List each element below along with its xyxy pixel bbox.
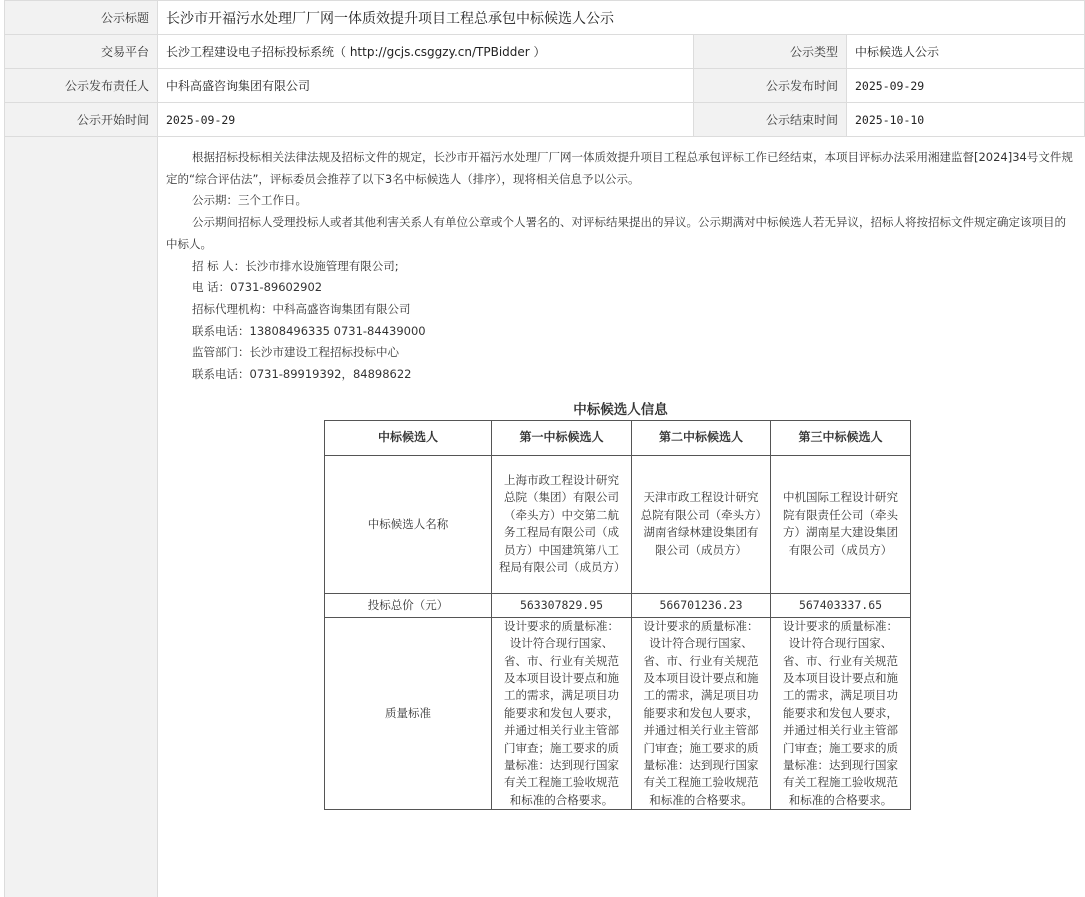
period-row <box>5 103 1085 137</box>
second-candidate-name: 天津市政工程设计研究总院有限公司（牵头方）湖南省绿林建设集团有限公司（成员方） <box>632 455 771 593</box>
row-label-quality: 质量标准 <box>325 617 492 809</box>
type-value: 中标候选人公示 <box>847 35 1085 69</box>
end-value: 2025-10-10 <box>847 103 1085 137</box>
start-value: 2025-09-29 <box>158 103 694 137</box>
announcement-content <box>158 137 1085 897</box>
candidate-header-row <box>325 420 911 455</box>
third-quality: 设计要求的质量标准：设计符合现行国家、省、市、行业有关规范及本项目设计要点和施工的需求，满足项目功能要求和发包人要求，并通过相关行业主管部门审查；施工要求的质量标准：达到现行国家有关工程施工验收规范和标准的合格要求。 <box>771 617 911 809</box>
publisher-row <box>5 69 1085 103</box>
agent-phone-line: 联系电话：13808496335 0731-84439000 <box>192 323 426 338</box>
owner-phone-line: 电 话：0731-89602902 <box>192 280 323 295</box>
announcement-meta-table <box>4 0 1085 137</box>
intro-paragraph: 根据招标投标相关法律法规及招标文件的规定，长沙市开福污水处理厂厂网一体质效提升项目工程总承包评标工作已经结束，本项目评标办法采用湘建监督[2024]34号文件规定的“综合评估法”，评标委员会推荐了以下3名中标候选人（排序），现将相关信息予以公示。 <box>166 150 1073 186</box>
announcement-title: 长沙市开福污水处理厂厂网一体质效提升项目工程总承包中标候选人公示 <box>158 1 1085 35</box>
start-label: 公示开始时间 <box>5 103 158 137</box>
third-candidate-name: 中机国际工程设计研究院有限责任公司（牵头方）湖南星大建设集团有限公司（成员方） <box>771 455 911 593</box>
platform-row <box>5 35 1085 69</box>
supervisor-line: 监管部门：长沙市建设工程招标投标中心 <box>192 345 399 360</box>
second-bid-price: 566701236.23 <box>632 593 771 617</box>
publish-time-value: 2025-09-29 <box>847 69 1085 103</box>
platform-value[interactable]: 长沙工程建设电子招标投标系统（ http://gcjs.csggzy.cn/TPBidder ） <box>158 35 694 69</box>
end-label: 公示结束时间 <box>694 103 847 137</box>
publisher-label: 公示发布责任人 <box>5 69 158 103</box>
objection-paragraph: 公示期间招标人受理投标人或者其他利害关系人有单位公章或个人署名的、对评标结果提出的异议。公示期满对中标候选人若无异议，招标人将按招标文件规定确定该项目的中标人。 <box>166 215 1066 251</box>
supervisor-phone-line: 联系电话：0731-89919392，84898622 <box>192 367 412 382</box>
publisher-value: 中科高盛咨询集团有限公司 <box>158 69 694 103</box>
bid-price-row <box>325 593 911 617</box>
header-third: 第三中标候选人 <box>771 420 911 455</box>
second-quality: 设计要求的质量标准：设计符合现行国家、省、市、行业有关规范及本项目设计要点和施工的需求，满足项目功能要求和发包人要求，并通过相关行业主管部门审查；施工要求的质量标准：达到现行国家有关工程施工验收规范和标准的合格要求。 <box>632 617 771 809</box>
first-candidate-name: 上海市政工程设计研究总院（集团）有限公司（牵头方）中交第二航务工程局有限公司（成员方）中国建筑第八工程局有限公司（成员方） <box>492 455 632 593</box>
header-second: 第二中标候选人 <box>632 420 771 455</box>
owner-line: 招 标 人：长沙市排水设施管理有限公司; <box>192 258 399 273</box>
header-candidate: 中标候选人 <box>325 420 492 455</box>
period-paragraph: 公示期：三个工作日。 <box>192 193 307 208</box>
candidate-table <box>324 420 911 810</box>
third-bid-price: 567403337.65 <box>771 593 911 617</box>
header-first: 第一中标候选人 <box>492 420 632 455</box>
title-row <box>5 1 1085 35</box>
candidate-name-row <box>325 455 911 593</box>
publish-time-label: 公示发布时间 <box>694 69 847 103</box>
platform-label: 交易平台 <box>5 35 158 69</box>
first-bid-price: 563307829.95 <box>492 593 632 617</box>
quality-row <box>325 617 911 809</box>
announcement-body-row <box>4 137 1085 897</box>
title-label: 公示标题 <box>5 1 158 35</box>
first-quality: 设计要求的质量标准：设计符合现行国家、省、市、行业有关规范及本项目设计要点和施工的需求，满足项目功能要求和发包人要求，并通过相关行业主管部门审查；施工要求的质量标准：达到现行国家有关工程施工验收规范和标准的合格要求。 <box>492 617 632 809</box>
body-label-cell <box>5 137 158 897</box>
type-label: 公示类型 <box>694 35 847 69</box>
row-label-name: 中标候选人名称 <box>325 455 492 593</box>
row-label-price: 投标总价（元） <box>325 593 492 617</box>
candidate-table-title: 中标候选人信息 <box>573 401 668 418</box>
agent-line: 招标代理机构：中科高盛咨询集团有限公司 <box>192 301 411 316</box>
